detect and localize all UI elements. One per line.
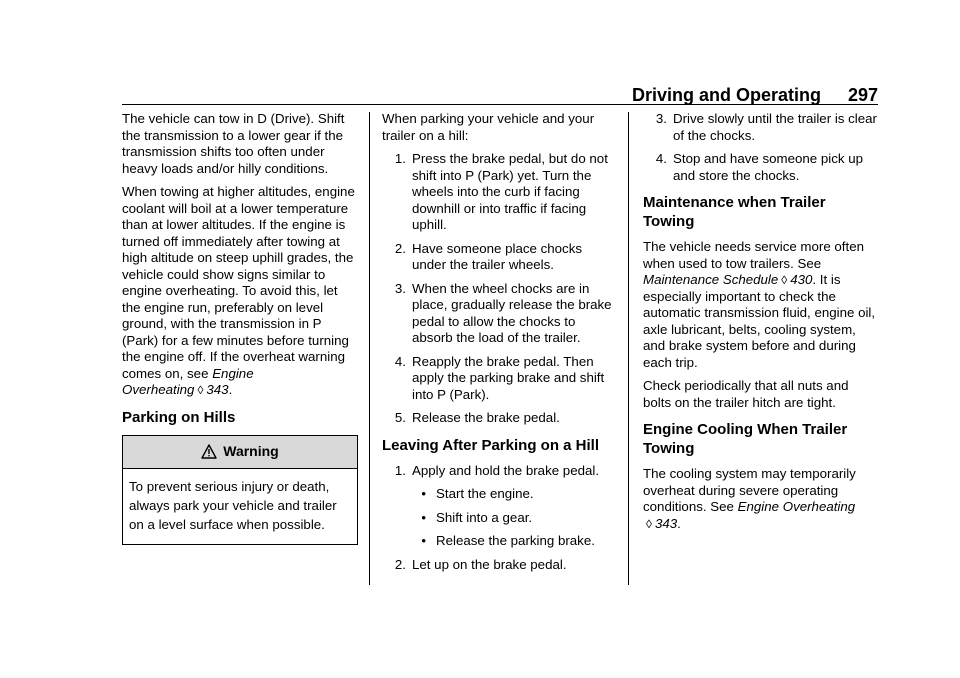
column-2 xyxy=(382,111,618,580)
step-text: Let up on the brake pedal. xyxy=(412,556,567,572)
step-number: 1. xyxy=(394,462,406,478)
step-text: Have someone place chocks under the trailer wheels. xyxy=(412,240,582,272)
xref-icon: ◊ xyxy=(781,273,788,287)
step-number: 5. xyxy=(394,410,406,425)
cross-reference-link[interactable]: Engine Overheating xyxy=(122,365,254,397)
bullet-item xyxy=(382,486,618,503)
step-number: 4. xyxy=(394,353,406,369)
list-item xyxy=(382,354,618,404)
punctuation: . xyxy=(228,382,233,397)
list-item xyxy=(382,151,618,234)
step-number: 3. xyxy=(655,111,667,126)
paragraph: Check periodically that all nuts and bolts on the trailer hitch are tight. xyxy=(643,378,849,410)
list-item xyxy=(382,557,618,574)
step-text: Apply and hold the brake pedal. xyxy=(412,462,600,478)
punctuation: . xyxy=(677,515,681,531)
section-heading: Maintenance when Trailer Towing xyxy=(643,194,826,230)
list-item xyxy=(382,463,618,480)
warning-header xyxy=(123,436,357,469)
page-number: 297 xyxy=(847,85,878,105)
section-heading: Leaving After Parking on a Hill xyxy=(382,436,599,454)
xref-icon: ◊ xyxy=(197,383,204,397)
page-header xyxy=(632,80,878,106)
paragraph: When parking your vehicle and your trailer on a hill: xyxy=(382,111,595,143)
paragraph xyxy=(643,466,879,532)
step-text: Stop and have someone pick up and store the chocks. xyxy=(673,151,863,183)
paragraph-text: When towing at higher altitudes, engine coolant will boil at a lower temperature than at lower altitudes. If the engine is turned off immediately after towing at high altitude on steep uphill grades, the vehicle could show signs similar to engine overheating. To avoid this, let the engine run, preferably on level ground, with the transmission in P (Park) for a few minutes before turning the engine off. If the overheat warning comes on, see xyxy=(122,184,355,381)
step-number: 3. xyxy=(394,280,406,296)
list-item xyxy=(382,410,618,427)
cross-reference-page[interactable]: 430 xyxy=(790,272,813,287)
warning-triangle-icon xyxy=(201,444,217,459)
bullet-text: Shift into a gear. xyxy=(436,509,533,525)
step-number: 4. xyxy=(655,151,667,166)
step-text: Drive slowly until the trailer is clear of the chocks. xyxy=(673,111,877,143)
bullet-text: Release the parking brake. xyxy=(436,533,595,548)
column-3 xyxy=(643,111,879,539)
warning-title: Warning xyxy=(223,443,279,460)
step-number: 1. xyxy=(394,151,406,166)
cross-reference-page[interactable]: 343 xyxy=(206,382,229,397)
step-text: Press the brake pedal, but do not shift into P (Park) yet. Turn the wheels into the curb if facing downhill or into traffic if facing uphill. xyxy=(412,151,608,232)
step-text: Release the brake pedal. xyxy=(412,410,560,425)
cross-reference-link[interactable]: Maintenance Schedule xyxy=(643,272,779,287)
cross-reference-page[interactable]: 343 xyxy=(654,515,678,531)
bullet-text: Start the engine. xyxy=(436,486,534,501)
paragraph-text: The cooling system may temporarily overheat during severe operating conditions. See xyxy=(643,466,856,514)
section-title: Driving and Operating xyxy=(632,85,822,105)
list-item xyxy=(643,151,879,184)
step-number: 2. xyxy=(394,240,406,256)
list-item xyxy=(382,281,618,347)
column-divider xyxy=(369,112,370,585)
paragraph xyxy=(643,239,879,371)
cross-reference-link[interactable]: Engine Overheating xyxy=(737,499,856,514)
bullet-item xyxy=(382,510,618,527)
column-divider xyxy=(628,112,629,585)
bullet-icon: • xyxy=(421,533,426,548)
paragraph xyxy=(122,184,358,399)
step-text: When the wheel chocks are in place, gradually release the brake pedal to allow the chocks to absorb the load of the trailer. xyxy=(412,280,612,345)
section-heading: Parking on Hills xyxy=(122,408,236,426)
bullet-item xyxy=(382,533,618,550)
paragraph-text: . It is especially important to check the automatic transmission fluid, engine oil, axle lubricant, belts, cooling system, and brake system before and during each trip. xyxy=(643,272,876,370)
section-heading: Engine Cooling When Trailer Towing xyxy=(643,421,848,457)
warning-text: To prevent serious injury or death, always park your vehicle and trailer on a level surface when possible. xyxy=(129,478,337,532)
warning-box xyxy=(122,435,358,545)
step-text: Reapply the brake pedal. Then apply the parking brake and shift into P (Park). xyxy=(412,353,605,402)
paragraph-text: The vehicle needs service more often when used to tow trailers. See xyxy=(643,239,864,271)
column-1 xyxy=(122,111,358,545)
step-number: 2. xyxy=(394,556,406,572)
bullet-icon: • xyxy=(421,509,426,525)
bullet-icon: • xyxy=(421,486,426,501)
header-rule xyxy=(122,104,878,105)
paragraph: The vehicle can tow in D (Drive). Shift the transmission to a lower gear if the transmission shifts too often under heavy loads and/or hilly conditions. xyxy=(122,111,345,176)
list-item xyxy=(382,241,618,274)
list-item xyxy=(643,111,879,144)
xref-icon: ◊ xyxy=(646,516,652,531)
